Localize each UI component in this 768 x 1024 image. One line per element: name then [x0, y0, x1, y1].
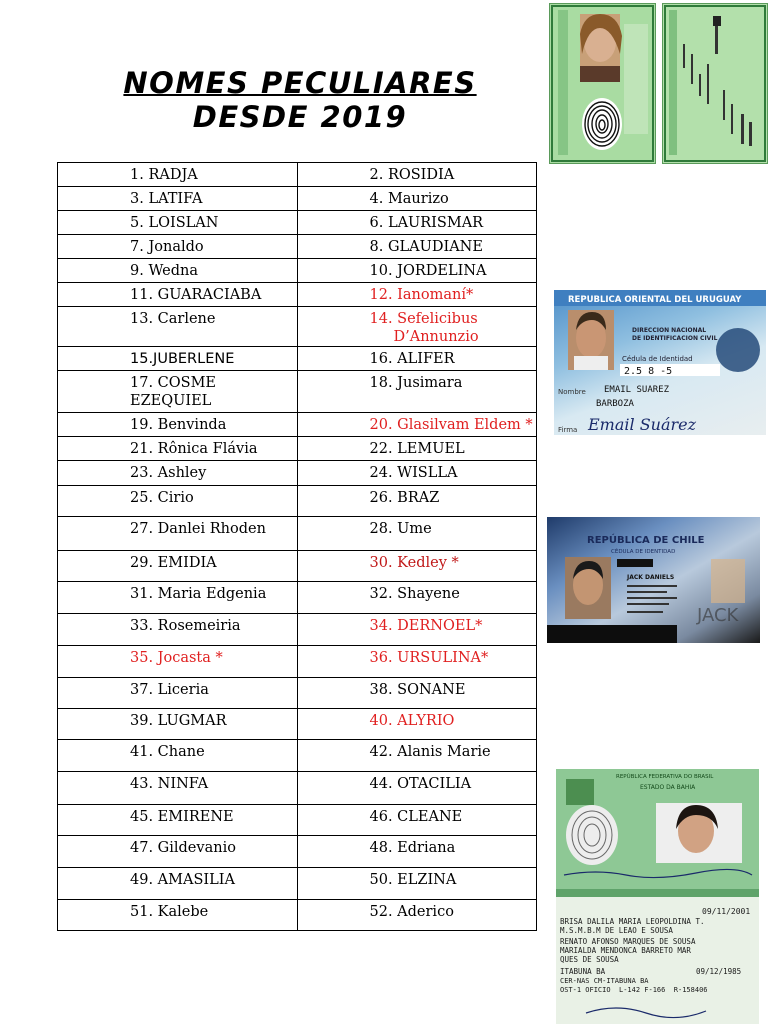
name-cell [58, 187, 298, 211]
name-entry: 31. Maria Edgenia [130, 586, 267, 602]
table-row [58, 709, 537, 740]
name-entry: 4. Maurizo [369, 191, 449, 207]
name-cell [58, 709, 298, 740]
name-cell [58, 347, 298, 371]
name-cell [58, 283, 298, 307]
uruguay-signature: Email Suárez [588, 415, 697, 434]
name-cell [297, 259, 537, 283]
name-entry: 1. RADJA [130, 167, 198, 183]
name-cell [297, 163, 537, 187]
name-entry: 6. LAURISMAR [369, 215, 484, 231]
name-cell [58, 307, 298, 347]
name-entry: 48. Edriana [369, 840, 456, 856]
table-row [58, 461, 537, 486]
name-entry: 29. EMIDIA [130, 555, 217, 571]
name-entry: 30. Kedley * [369, 555, 459, 571]
name-cell [58, 371, 298, 413]
name-cell [297, 461, 537, 486]
name-cell [58, 551, 298, 582]
name-cell [297, 347, 537, 371]
name-cell [297, 437, 537, 461]
name-cell [297, 486, 537, 517]
uruguay-header-text: REPUBLICA ORIENTAL DEL URUGUAY [568, 295, 742, 305]
svg-text:DIRECCION NACIONAL: DIRECCION NACIONAL [632, 327, 707, 334]
name-entry: 39. LUGMAR [130, 713, 227, 729]
name-entry: 41. Chane [130, 744, 205, 760]
name-cell [58, 235, 298, 259]
name-cell [58, 805, 298, 836]
name-entry: 35. Jocasta * [130, 650, 223, 666]
name-cell [297, 709, 537, 740]
table-row [58, 740, 537, 772]
name-cell [58, 582, 298, 614]
name-entry: 14. Sefelicibus [369, 311, 478, 327]
name-cell [58, 868, 298, 900]
name-entry: 11. GUARACIABA [130, 287, 262, 303]
name-entry: 52. Aderico [369, 904, 454, 920]
name-entry: 2. ROSIDIA [369, 167, 455, 183]
name-cell [58, 772, 298, 805]
title-line-1: NOMES PECULIARES [123, 66, 477, 100]
name-entry: 28. Ume [369, 521, 432, 537]
brazil-id-card-front-image [549, 3, 656, 164]
name-entry: 10. JORDELINA [369, 263, 487, 279]
name-cell [297, 235, 537, 259]
chile-header-text: REPÚBLICA DE CHILE [587, 535, 705, 546]
table-row [58, 836, 537, 868]
table-row [58, 868, 537, 900]
name-entry: 34. DERNOEL* [369, 618, 483, 634]
name-cell [297, 582, 537, 614]
name-cell [58, 437, 298, 461]
table-row [58, 371, 537, 413]
name-entry: 43. NINFA [130, 776, 209, 792]
name-cell [297, 614, 537, 646]
name-cell [297, 646, 537, 678]
uruguay-name-line2: BARBOZA [596, 399, 634, 409]
name-entry: 8. GLAUDIANE [369, 239, 483, 255]
name-cell [297, 413, 537, 437]
name-cell [297, 283, 537, 307]
brazil-card-name: BRISA DALILA MARIA LEOPOLDINA T. M.S.M.B.M DE LEAO E SOUSA [560, 917, 705, 935]
name-entry: 27. Danlei Rhoden [130, 521, 266, 537]
name-entry: 47. Gildevanio [130, 840, 236, 856]
table-row [58, 307, 537, 347]
name-entry: 20. Glasilvam Eldem * [369, 417, 533, 433]
brazil-card-state: ESTADO DA BAHIA [640, 784, 696, 791]
name-entry: 38. SONANE [369, 682, 466, 698]
chile-signature: JACK [697, 605, 739, 626]
table-row [58, 646, 537, 678]
name-cell [297, 187, 537, 211]
name-cell [297, 678, 537, 709]
name-entry: 50. ELZINA [369, 872, 457, 888]
table-row [58, 900, 537, 931]
name-entry: 24. WISLLA [369, 465, 458, 481]
name-entry: 37. Liceria [130, 682, 209, 698]
name-cell [297, 371, 537, 413]
table-row [58, 235, 537, 259]
name-cell [58, 646, 298, 678]
name-cell [297, 868, 537, 900]
name-cell [297, 517, 537, 551]
name-entry: 44. OTACILIA [369, 776, 472, 792]
names-table [57, 162, 537, 931]
table-row [58, 347, 537, 371]
table-row [58, 805, 537, 836]
table-row [58, 614, 537, 646]
name-entry: 40. ALYRIO [369, 713, 455, 729]
name-cell [58, 163, 298, 187]
name-entry: 12. Ianomaní* [369, 287, 474, 303]
name-entry: 17. COSME EZEQUIEL [130, 375, 217, 409]
name-entry: 45. EMIRENE [130, 809, 234, 825]
brazil-card-header: REPÚBLICA FEDERATIVA DO BRASIL [616, 774, 714, 780]
name-cell [58, 614, 298, 646]
name-entry: 46. CLEANE [369, 809, 463, 825]
brazil-card-place: ITABUNA BA [560, 967, 606, 976]
table-row [58, 413, 537, 437]
name-cell [58, 740, 298, 772]
name-cell [58, 259, 298, 283]
name-entry: 36. URSULINA* [369, 650, 489, 666]
uruguay-name-label: Nombre [558, 388, 586, 396]
name-cell [58, 900, 298, 931]
name-entry: 9. Wedna [130, 263, 199, 279]
name-entry: 13. Carlene [130, 311, 216, 327]
table-row [58, 259, 537, 283]
name-entry: 21. Rônica Flávia [130, 441, 258, 457]
table-row [58, 283, 537, 307]
table-row [58, 772, 537, 805]
name-cell [58, 413, 298, 437]
name-cell [58, 211, 298, 235]
table-row [58, 163, 537, 187]
name-cell [58, 678, 298, 709]
name-entry: 19. Benvinda [130, 417, 227, 433]
uruguay-name-line1: EMAIL SUAREZ [604, 385, 670, 395]
name-entry: 42. Alanis Marie [369, 744, 491, 760]
brazil-id-card-back-image [662, 3, 768, 164]
name-entry: 32. Shayene [369, 586, 460, 602]
title-line-2: DESDE 2019 [192, 100, 408, 134]
uruguay-id-card-image [554, 290, 766, 435]
chile-id-card-image [547, 517, 760, 643]
name-entry: 18. Jusimara [369, 375, 463, 391]
name-entry: 7. Jonaldo [130, 239, 204, 255]
name-cell [297, 772, 537, 805]
name-cell [58, 486, 298, 517]
uruguay-doc-label: Cédula de Identidad [622, 355, 693, 363]
name-cell [297, 836, 537, 868]
name-entry: 25. Cirio [130, 490, 194, 506]
name-entry: 5. LOISLAN [130, 215, 219, 231]
name-entry: 16. ALIFER [369, 351, 455, 367]
name-entry: 51. Kalebe [130, 904, 209, 920]
name-cell [58, 461, 298, 486]
name-cell [297, 211, 537, 235]
name-cell [297, 740, 537, 772]
brazil-card-date2: 09/12/1985 [696, 967, 742, 976]
document-title [100, 66, 500, 134]
brazil-card-data-panel [556, 897, 759, 1024]
brazil-card-date1: 09/11/2001 [702, 907, 751, 916]
name-entry: 33. Rosemeiria [130, 618, 241, 634]
name-cell [58, 517, 298, 551]
uruguay-id-number: 2.5 8 -5 [624, 366, 673, 377]
name-entry-continuation: D’Annunzio [393, 329, 479, 345]
table-row [58, 678, 537, 709]
name-entry: 15.JUBERLENE [130, 351, 235, 367]
name-cell [297, 805, 537, 836]
name-entry: 49. AMASILIA [130, 872, 235, 888]
name-cell [58, 836, 298, 868]
table-row [58, 551, 537, 582]
uruguay-signature-label: Firma [558, 426, 578, 434]
name-entry: 22. LEMUEL [369, 441, 465, 457]
name-cell [297, 900, 537, 931]
chile-name: JACK DANIELS [627, 574, 675, 581]
name-cell [297, 551, 537, 582]
name-entry: 23. Ashley [130, 465, 207, 481]
brazil-bahia-id-card-image [556, 769, 759, 1024]
chile-sub-text: CÉDULA DE IDENTIDAD [611, 549, 676, 555]
brazil-card-parents: RENATO AFONSO MARQUES DE SOUSA MARIALDA MENDONCA BARRETO MAR QUES DE SOUSA [560, 937, 696, 964]
table-row [58, 211, 537, 235]
name-entry: 26. BRAZ [369, 490, 440, 506]
brazil-card-record: CER-NAS CM-ITABUNA BA OST-1 OFICIO L-142 F-166 R-158406 [560, 977, 708, 994]
svg-text:DE IDENTIFICACION CIVIL: DE IDENTIFICACION CIVIL [632, 335, 718, 342]
table-row [58, 582, 537, 614]
table-row [58, 486, 537, 517]
name-cell [297, 307, 537, 347]
name-entry: 3. LATIFA [130, 191, 203, 207]
table-row [58, 437, 537, 461]
table-row [58, 187, 537, 211]
table-row [58, 517, 537, 551]
